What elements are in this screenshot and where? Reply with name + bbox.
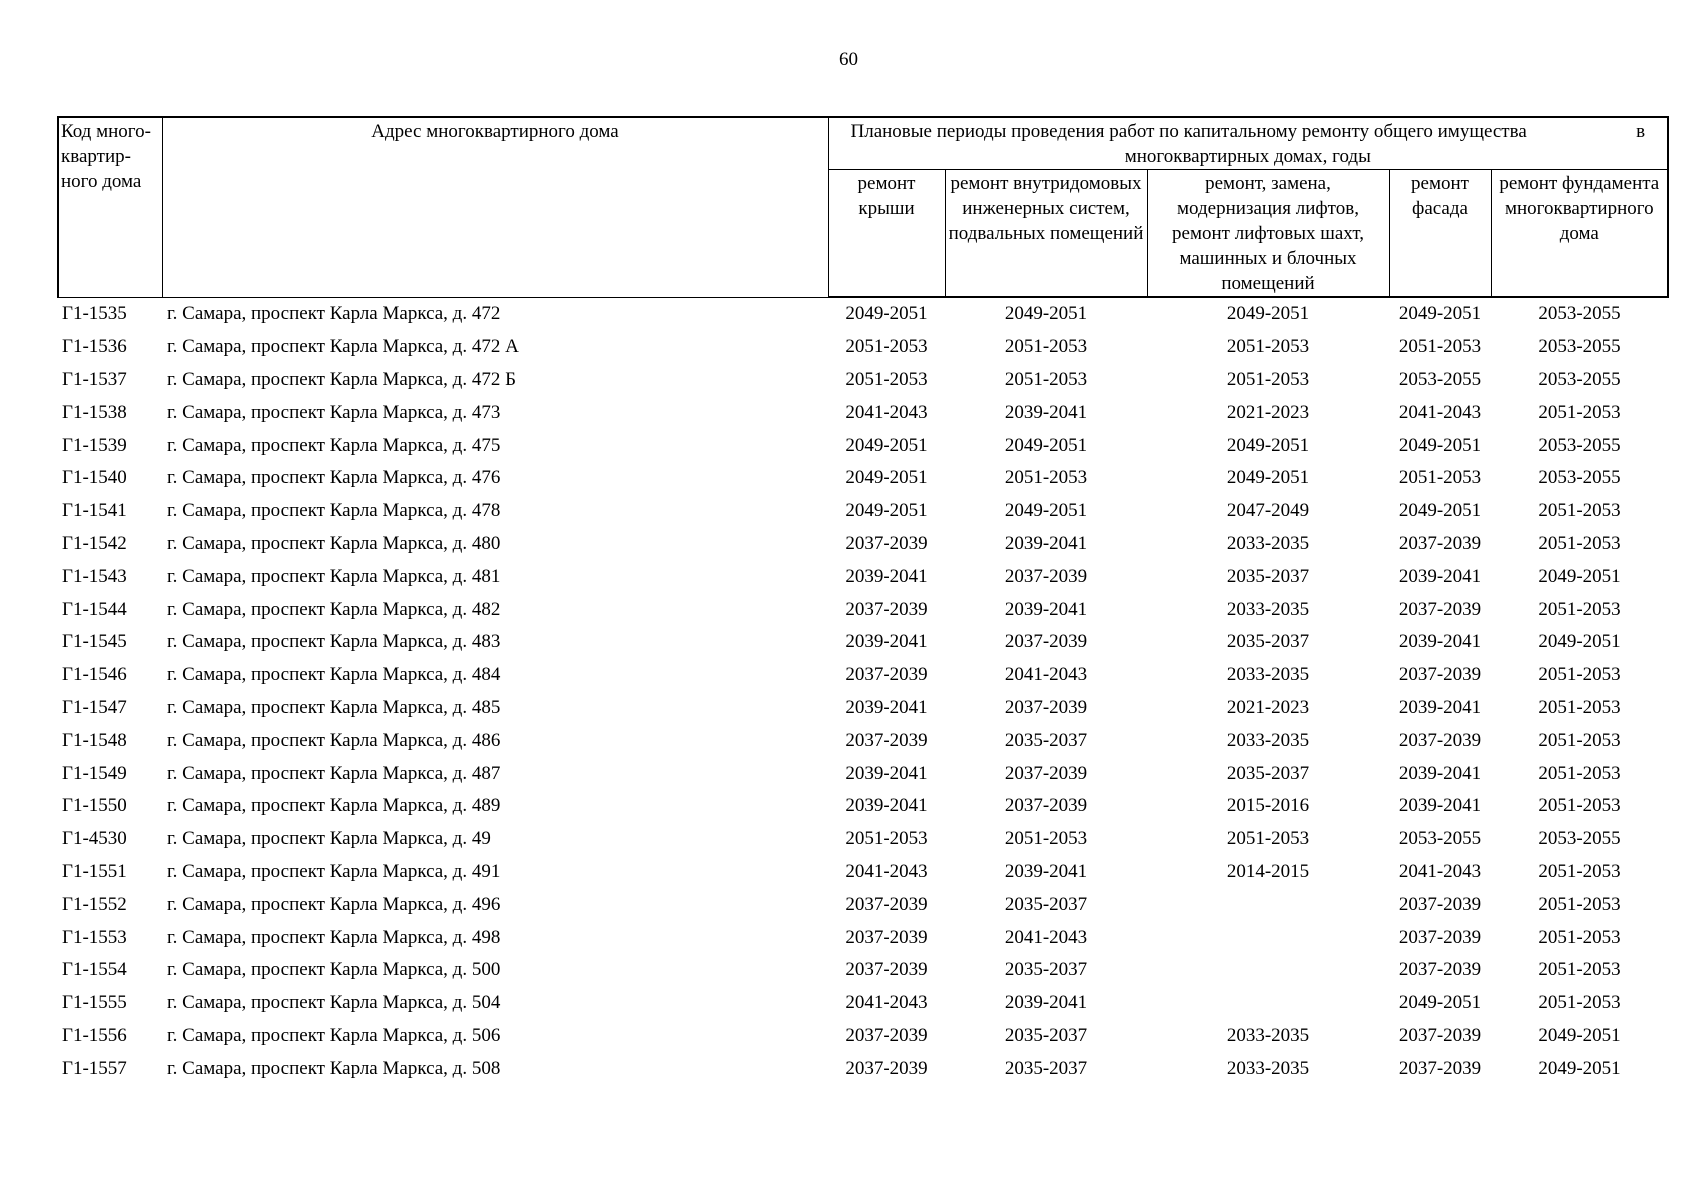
address-cell: г. Самара, проспект Карла Маркса, д. 478 — [167, 500, 501, 522]
roof-period-cell: 2037-2039 — [845, 664, 928, 686]
foundation-period-cell: 2049-2051 — [1538, 1024, 1621, 1046]
roof-period-cell: 2037-2039 — [845, 893, 928, 915]
internal-systems-period-cell: 2049-2051 — [1004, 303, 1088, 325]
address-cell: г. Самара, проспект Карла Маркса, д. 504 — [167, 992, 501, 1014]
table-row — [58, 823, 1668, 856]
foundation-period-cell: 2051-2053 — [1538, 959, 1621, 981]
address-cell: г. Самара, проспект Карла Маркса, д. 500 — [167, 959, 501, 981]
foundation-period-cell: 2049-2051 — [1538, 1057, 1621, 1079]
facade-period-cell: 2051-2053 — [1398, 467, 1482, 489]
foundation-period-cell: 2051-2053 — [1538, 795, 1621, 817]
elevator-column-header: ремонт, замена, модернизация лифтов, ремонт лифтовых шахт, машинных и блочных помещений — [1147, 170, 1389, 298]
code-column-header: Код много-квартир-ного дома — [58, 117, 162, 297]
foundation-period-cell: 2051-2053 — [1538, 696, 1621, 718]
roof-period-cell: 2037-2039 — [845, 1024, 928, 1046]
roof-period-cell: 2041-2043 — [845, 401, 928, 423]
group-header-preposition: в — [1636, 121, 1646, 142]
roof-period-cell: 2049-2051 — [845, 467, 928, 489]
foundation-period-cell: 2051-2053 — [1538, 860, 1621, 882]
internal-systems-period-cell: 2039-2041 — [1004, 401, 1088, 423]
elevator-period-cell: 2035-2037 — [1226, 565, 1310, 587]
roof-period-cell: 2049-2051 — [845, 303, 928, 325]
internal-systems-period-cell: 2051-2053 — [1004, 336, 1088, 358]
internal-systems-period-cell: 2037-2039 — [1004, 565, 1088, 587]
roof-period-cell: 2037-2039 — [845, 1057, 928, 1079]
table-row — [58, 626, 1668, 659]
repair-schedule-table — [57, 116, 1669, 1085]
group-header-tail: многоквартирных домах, годы — [1124, 146, 1371, 167]
table-row — [58, 528, 1668, 561]
foundation-period-cell: 2053-2055 — [1538, 303, 1621, 325]
roof-period-cell: 2051-2053 — [845, 368, 928, 390]
code-cell: Г1-1537 — [62, 368, 127, 390]
foundation-column-header: ремонт фундамента многоквартирного дома — [1491, 170, 1668, 298]
table-row — [58, 954, 1668, 987]
foundation-period-cell: 2053-2055 — [1538, 467, 1621, 489]
roof-period-cell: 2039-2041 — [845, 565, 928, 587]
code-cell: Г1-1539 — [62, 434, 127, 456]
table-row — [58, 692, 1668, 725]
foundation-period-cell: 2051-2053 — [1538, 664, 1621, 686]
address-cell: г. Самара, проспект Карла Маркса, д. 496 — [167, 893, 501, 915]
table-row — [58, 560, 1668, 593]
internal-systems-period-cell: 2037-2039 — [1004, 762, 1088, 784]
elevator-period-cell: 2033-2035 — [1226, 1057, 1310, 1079]
code-cell: Г1-1543 — [62, 565, 127, 587]
facade-period-cell: 2039-2041 — [1398, 631, 1482, 653]
elevator-period-cell: 2021-2023 — [1226, 696, 1310, 718]
foundation-period-cell: 2053-2055 — [1538, 434, 1621, 456]
code-cell: Г1-1548 — [62, 729, 127, 751]
foundation-period-cell: 2049-2051 — [1538, 565, 1621, 587]
internal-systems-period-cell: 2035-2037 — [1004, 1024, 1088, 1046]
elevator-period-cell — [1147, 954, 1389, 987]
roof-period-cell: 2039-2041 — [845, 762, 928, 784]
table-row — [58, 1052, 1668, 1085]
elevator-period-cell: 2015-2016 — [1226, 795, 1310, 817]
facade-period-cell: 2037-2039 — [1398, 729, 1482, 751]
roof-column-header: ремонт крыши — [828, 170, 945, 298]
elevator-period-cell: 2035-2037 — [1226, 631, 1310, 653]
facade-period-cell: 2041-2043 — [1398, 860, 1482, 882]
table-row — [58, 757, 1668, 790]
internal-systems-period-cell: 2039-2041 — [1004, 860, 1088, 882]
internal-systems-period-cell: 2039-2041 — [1004, 532, 1088, 554]
foundation-period-cell: 2051-2053 — [1538, 762, 1621, 784]
roof-period-cell: 2051-2053 — [845, 336, 928, 358]
table-row — [58, 1020, 1668, 1053]
roof-period-cell: 2037-2039 — [845, 598, 928, 620]
foundation-period-cell: 2049-2051 — [1538, 631, 1621, 653]
code-cell: Г1-1550 — [62, 795, 127, 817]
table-row — [58, 396, 1668, 429]
address-column-header: Адрес многоквартирного дома — [162, 117, 828, 297]
elevator-period-cell: 2033-2035 — [1226, 729, 1310, 751]
internal-systems-column-header: ремонт внутридомовых инженерных систем, подвальных помещений — [945, 170, 1147, 298]
table-row — [58, 921, 1668, 954]
address-cell: г. Самара, проспект Карла Маркса, д. 480 — [167, 532, 501, 554]
facade-period-cell: 2039-2041 — [1398, 565, 1482, 587]
internal-systems-period-cell: 2039-2041 — [1004, 992, 1088, 1014]
address-cell: г. Самара, проспект Карла Маркса, д. 481 — [167, 565, 501, 587]
address-cell: г. Самара, проспект Карла Маркса, д. 472 А — [167, 336, 519, 358]
roof-period-cell: 2037-2039 — [845, 729, 928, 751]
code-cell: Г1-1541 — [62, 500, 127, 522]
facade-period-cell: 2049-2051 — [1398, 992, 1482, 1014]
internal-systems-period-cell: 2049-2051 — [1004, 434, 1088, 456]
elevator-period-cell: 2035-2037 — [1226, 762, 1310, 784]
foundation-period-cell: 2053-2055 — [1538, 828, 1621, 850]
facade-period-cell: 2037-2039 — [1398, 1024, 1482, 1046]
internal-systems-period-cell: 2035-2037 — [1004, 1057, 1088, 1079]
address-cell: г. Самара, проспект Карла Маркса, д. 472 — [167, 303, 501, 325]
facade-period-cell: 2039-2041 — [1398, 762, 1482, 784]
code-cell: Г1-1538 — [62, 401, 127, 423]
internal-systems-period-cell: 2037-2039 — [1004, 631, 1088, 653]
address-cell: г. Самара, проспект Карла Маркса, д. 472 Б — [167, 368, 517, 390]
foundation-period-cell: 2051-2053 — [1538, 500, 1621, 522]
foundation-period-cell: 2051-2053 — [1538, 598, 1621, 620]
foundation-period-cell: 2051-2053 — [1538, 532, 1621, 554]
foundation-period-cell: 2051-2053 — [1538, 893, 1621, 915]
facade-period-cell: 2037-2039 — [1398, 893, 1482, 915]
facade-period-cell: 2049-2051 — [1398, 303, 1482, 325]
elevator-period-cell: 2049-2051 — [1226, 303, 1310, 325]
table-row — [58, 888, 1668, 921]
roof-period-cell: 2037-2039 — [845, 532, 928, 554]
address-cell: г. Самара, проспект Карла Маркса, д. 508 — [167, 1057, 501, 1079]
code-cell: Г1-1556 — [62, 1024, 127, 1046]
code-cell: Г1-1546 — [62, 664, 127, 686]
address-cell: г. Самара, проспект Карла Маркса, д. 498 — [167, 926, 501, 948]
facade-period-cell: 2037-2039 — [1398, 926, 1482, 948]
address-cell: г. Самара, проспект Карла Маркса, д. 484 — [167, 664, 501, 686]
table-row — [58, 495, 1668, 528]
table-row — [58, 462, 1668, 495]
elevator-period-cell — [1147, 921, 1389, 954]
code-cell: Г1-1553 — [62, 926, 127, 948]
internal-systems-period-cell: 2051-2053 — [1004, 828, 1088, 850]
roof-period-cell: 2039-2041 — [845, 795, 928, 817]
elevator-period-cell: 2033-2035 — [1226, 532, 1310, 554]
code-cell: Г1-1547 — [62, 696, 127, 718]
table-header — [58, 117, 1668, 297]
code-cell: Г1-1551 — [62, 860, 127, 882]
foundation-period-cell: 2051-2053 — [1538, 926, 1621, 948]
internal-systems-period-cell: 2049-2051 — [1004, 500, 1088, 522]
page-number: 60 — [839, 49, 858, 70]
address-cell: г. Самара, проспект Карла Маркса, д. 483 — [167, 631, 501, 653]
facade-period-cell: 2037-2039 — [1398, 532, 1482, 554]
roof-period-cell: 2041-2043 — [845, 992, 928, 1014]
foundation-period-cell: 2051-2053 — [1538, 729, 1621, 751]
elevator-period-cell: 2014-2015 — [1226, 860, 1310, 882]
facade-period-cell: 2053-2055 — [1398, 828, 1482, 850]
foundation-period-cell: 2053-2055 — [1538, 368, 1621, 390]
table-row — [58, 429, 1668, 462]
foundation-period-cell: 2053-2055 — [1538, 336, 1621, 358]
foundation-period-cell: 2051-2053 — [1538, 992, 1621, 1014]
code-cell: Г1-1555 — [62, 992, 127, 1014]
facade-period-cell: 2037-2039 — [1398, 1057, 1482, 1079]
facade-period-cell: 2049-2051 — [1398, 500, 1482, 522]
address-cell: г. Самара, проспект Карла Маркса, д. 482 — [167, 598, 501, 620]
code-cell: Г1-1549 — [62, 762, 127, 784]
roof-period-cell: 2051-2053 — [845, 828, 928, 850]
table-row — [58, 364, 1668, 397]
elevator-period-cell: 2049-2051 — [1226, 467, 1310, 489]
address-cell: г. Самара, проспект Карла Маркса, д. 485 — [167, 696, 501, 718]
internal-systems-period-cell: 2041-2043 — [1004, 664, 1088, 686]
facade-period-cell: 2049-2051 — [1398, 434, 1482, 456]
foundation-period-cell: 2051-2053 — [1538, 401, 1621, 423]
code-cell: Г1-1536 — [62, 336, 127, 358]
roof-period-cell: 2049-2051 — [845, 500, 928, 522]
elevator-period-cell: 2049-2051 — [1226, 434, 1310, 456]
address-cell: г. Самара, проспект Карла Маркса, д. 491 — [167, 860, 501, 882]
roof-period-cell: 2049-2051 — [845, 434, 928, 456]
address-cell: г. Самара, проспект Карла Маркса, д. 475 — [167, 434, 501, 456]
code-cell: Г1-1545 — [62, 631, 127, 653]
address-cell: г. Самара, проспект Карла Маркса, д. 506 — [167, 1024, 501, 1046]
code-cell: Г1-1552 — [62, 893, 127, 915]
internal-systems-period-cell: 2051-2053 — [1004, 467, 1088, 489]
address-cell: г. Самара, проспект Карла Маркса, д. 49 — [167, 828, 491, 850]
internal-systems-period-cell: 2035-2037 — [1004, 959, 1088, 981]
elevator-period-cell: 2047-2049 — [1226, 500, 1310, 522]
address-cell: г. Самара, проспект Карла Маркса, д. 487 — [167, 762, 501, 784]
elevator-period-cell: 2033-2035 — [1226, 598, 1310, 620]
code-cell: Г1-1535 — [62, 303, 127, 325]
table-row — [58, 790, 1668, 823]
internal-systems-period-cell: 2041-2043 — [1004, 926, 1088, 948]
table-row — [58, 856, 1668, 889]
facade-period-cell: 2051-2053 — [1398, 336, 1482, 358]
facade-period-cell: 2039-2041 — [1398, 696, 1482, 718]
table-row — [58, 593, 1668, 626]
code-cell: Г1-4530 — [62, 828, 127, 850]
roof-period-cell: 2041-2043 — [845, 860, 928, 882]
table-row — [58, 987, 1668, 1020]
address-cell: г. Самара, проспект Карла Маркса, д. 473 — [167, 401, 501, 423]
code-cell: Г1-1540 — [62, 467, 127, 489]
internal-systems-period-cell: 2037-2039 — [1004, 696, 1088, 718]
internal-systems-period-cell: 2039-2041 — [1004, 598, 1088, 620]
table-row — [58, 724, 1668, 757]
elevator-period-cell — [1147, 888, 1389, 921]
facade-period-cell: 2039-2041 — [1398, 795, 1482, 817]
address-cell: г. Самара, проспект Карла Маркса, д. 486 — [167, 729, 501, 751]
roof-period-cell: 2039-2041 — [845, 631, 928, 653]
facade-period-cell: 2037-2039 — [1398, 598, 1482, 620]
internal-systems-period-cell: 2037-2039 — [1004, 795, 1088, 817]
facade-period-cell: 2041-2043 — [1398, 401, 1482, 423]
group-header-lead: Плановые периоды проведения работ по капитальному ремонту общего имущества — [850, 121, 1527, 142]
elevator-period-cell: 2051-2053 — [1226, 336, 1310, 358]
planned-periods-group-header — [828, 117, 1668, 170]
facade-period-cell: 2037-2039 — [1398, 959, 1482, 981]
address-cell: г. Самара, проспект Карла Маркса, д. 489 — [167, 795, 501, 817]
code-cell: Г1-1542 — [62, 532, 127, 554]
elevator-period-cell: 2051-2053 — [1226, 828, 1310, 850]
code-cell: Г1-1557 — [62, 1057, 127, 1079]
roof-period-cell: 2037-2039 — [845, 926, 928, 948]
internal-systems-period-cell: 2051-2053 — [1004, 368, 1088, 390]
table-body — [58, 297, 1668, 1085]
internal-systems-period-cell: 2035-2037 — [1004, 729, 1088, 751]
table-row — [58, 331, 1668, 364]
roof-period-cell: 2039-2041 — [845, 696, 928, 718]
code-cell: Г1-1544 — [62, 598, 127, 620]
elevator-period-cell: 2033-2035 — [1226, 664, 1310, 686]
elevator-period-cell — [1147, 987, 1389, 1020]
elevator-period-cell: 2033-2035 — [1226, 1024, 1310, 1046]
elevator-period-cell: 2021-2023 — [1226, 401, 1310, 423]
elevator-period-cell: 2051-2053 — [1226, 368, 1310, 390]
facade-period-cell: 2053-2055 — [1398, 368, 1482, 390]
code-cell: Г1-1554 — [62, 959, 127, 981]
facade-period-cell: 2037-2039 — [1398, 664, 1482, 686]
internal-systems-period-cell: 2035-2037 — [1004, 893, 1088, 915]
facade-column-header: ремонт фасада — [1389, 170, 1491, 298]
address-cell: г. Самара, проспект Карла Маркса, д. 476 — [167, 467, 501, 489]
table-row — [58, 659, 1668, 692]
table-row — [58, 297, 1668, 331]
roof-period-cell: 2037-2039 — [845, 959, 928, 981]
